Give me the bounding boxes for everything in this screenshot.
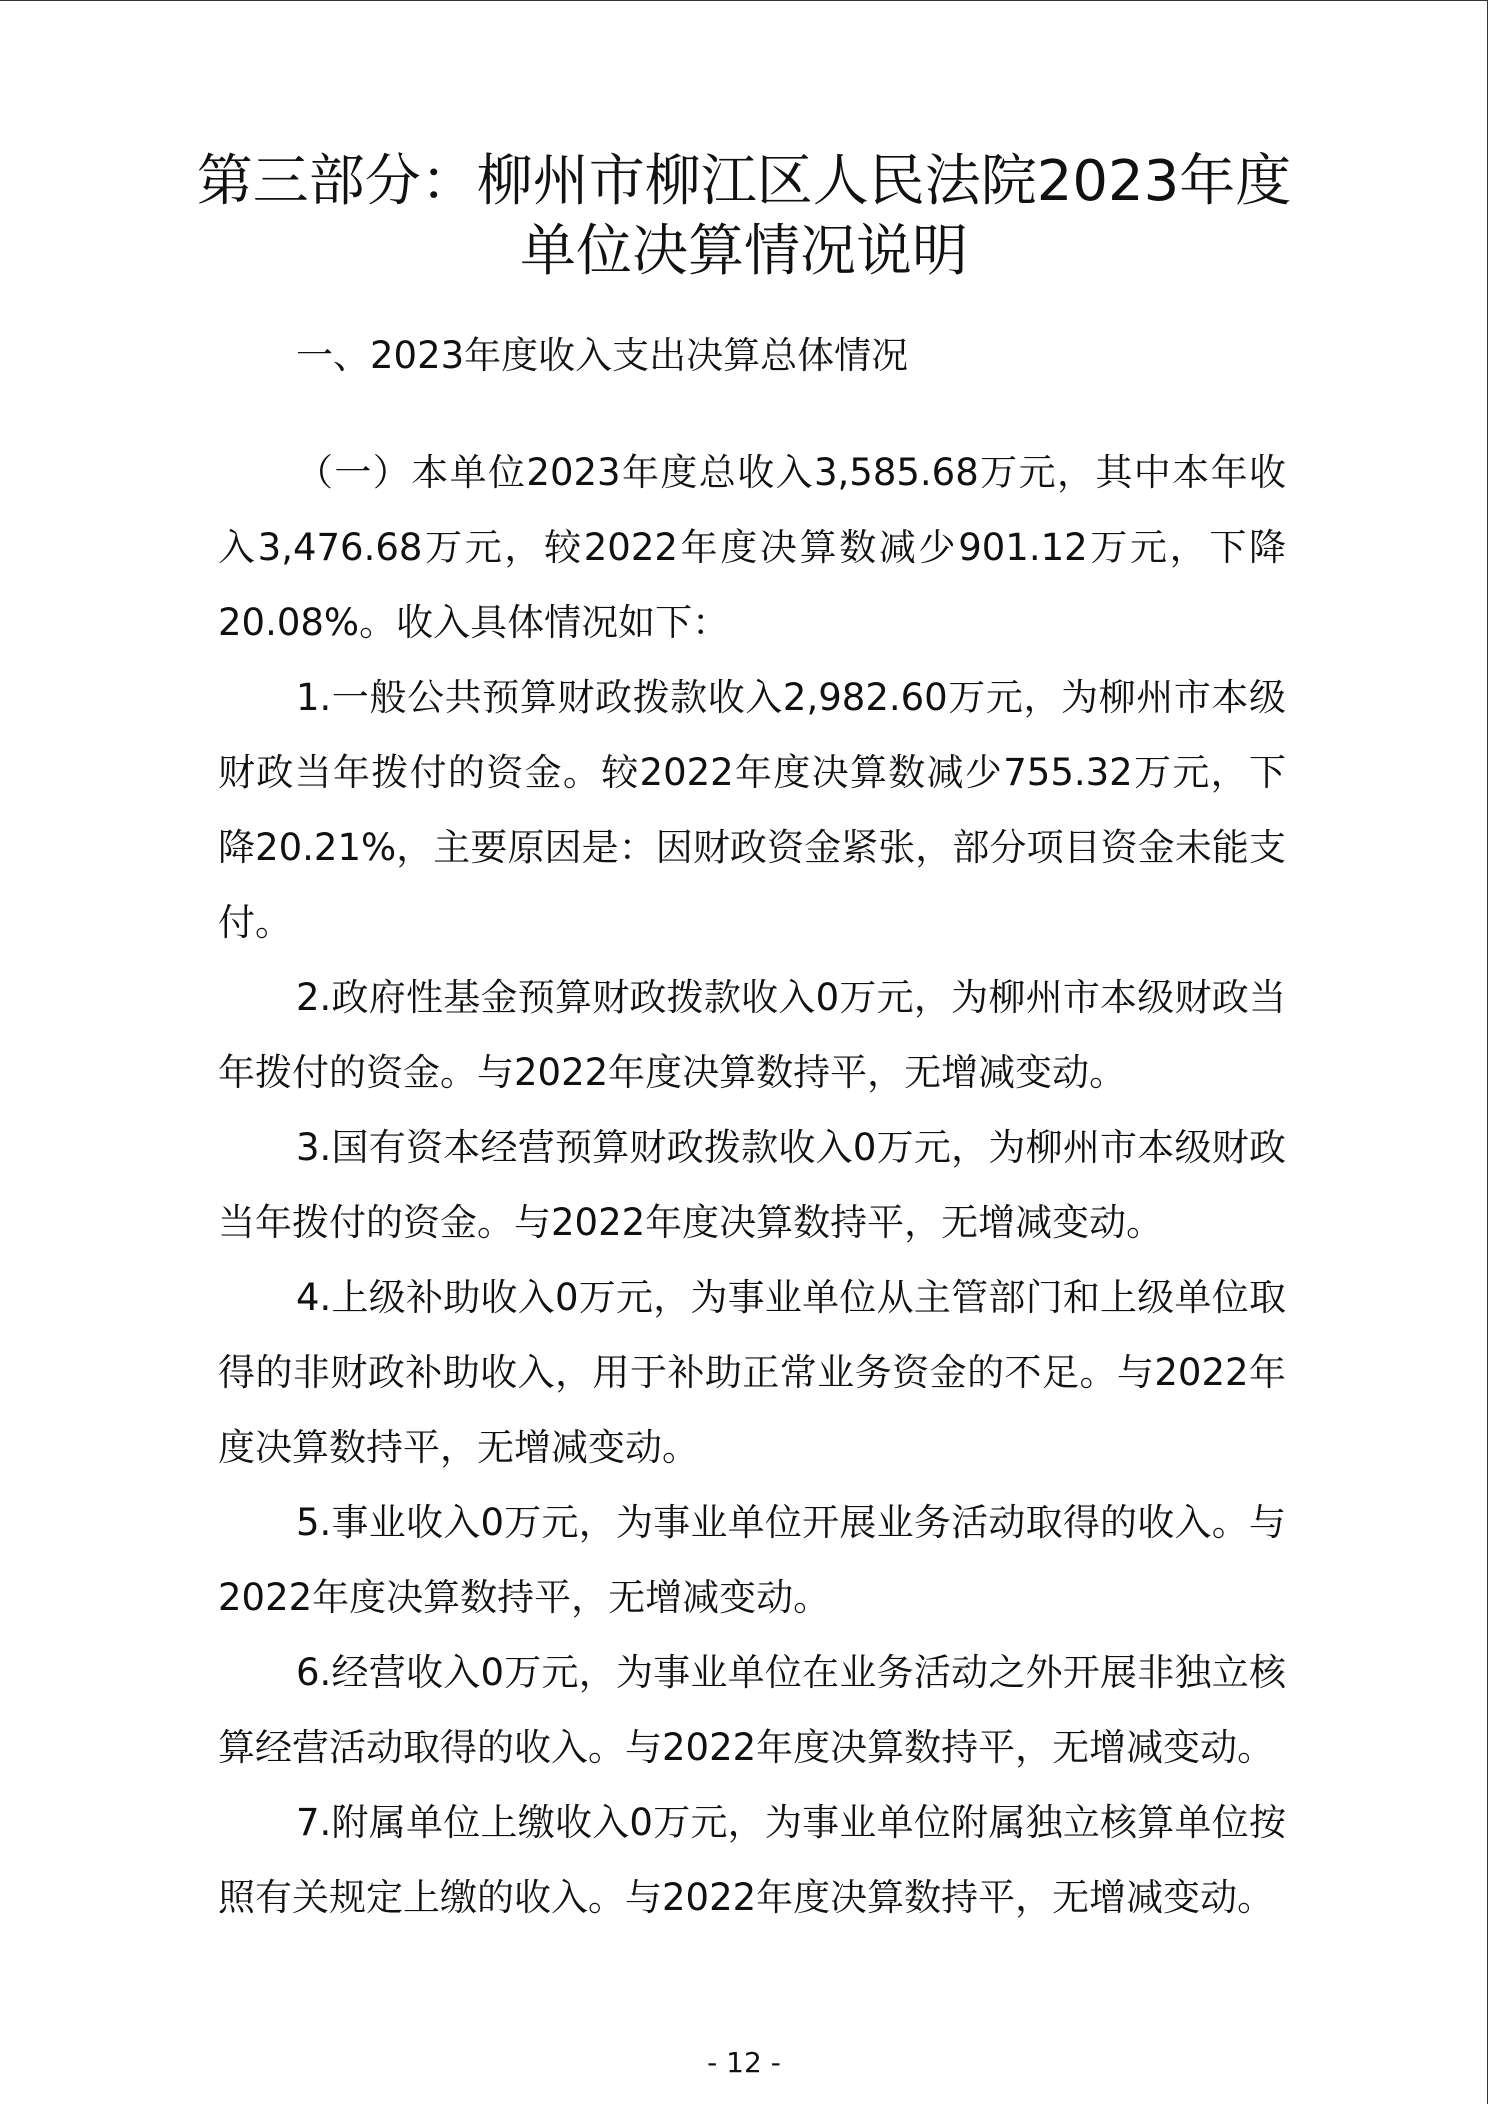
title-line-2: 单位决算情况说明 — [520, 219, 968, 284]
section-heading: 一、2023年度收入支出决算总体情况 — [296, 334, 909, 377]
paragraph-item-5: 5.事业收入0万元，为事业单位开展业务活动取得的收入。与2022年度决算数持平，无增减变动。 — [218, 1501, 1286, 1619]
page-number: - 12 - — [707, 2046, 781, 2079]
paragraph-item-4: 4.上级补助收入0万元，为事业单位从主管部门和上级单位取得的非财政补助收入，用于补助正常业务资金的不足。与2022年度决算数持平，无增减变动。 — [218, 1276, 1286, 1469]
title-line-1: 第三部分：柳州市柳江区人民法院2023年度 — [196, 149, 1292, 214]
document-body — [218, 435, 1286, 1935]
paragraph-item-3: 3.国有资本经营预算财政拨款收入0万元，为柳州市本级财政当年拨付的资金。与2022年度决算数持平，无增减变动。 — [218, 1126, 1286, 1244]
paragraph-item-6: 6.经营收入0万元，为事业单位在业务活动之外开展非独立核算经营活动取得的收入。与2022年度决算数持平，无增减变动。 — [218, 1651, 1286, 1769]
paragraph-item-1: 1.一般公共预算财政拨款收入2,982.60万元，为柳州市本级财政当年拨付的资金。较2022年度决算数减少755.32万元，下降20.21%，主要原因是：因财政资金紧张，部分项目资金未能支付。 — [218, 676, 1286, 944]
paragraph-item-2: 2.政府性基金预算财政拨款收入0万元，为柳州市本级财政当年拨付的资金。与2022年度决算数持平，无增减变动。 — [218, 976, 1286, 1094]
paragraph-item-7: 7.附属单位上缴收入0万元，为事业单位附属独立核算单位按照有关规定上缴的收入。与2022年度决算数持平，无增减变动。 — [218, 1801, 1286, 1919]
page-title — [150, 147, 1338, 287]
paragraph-total-income: （一）本单位2023年度总收入3,585.68万元，其中本年收入3,476.68万元，较2022年度决算数减少901.12万元，下降20.08%。收入具体情况如下： — [218, 451, 1286, 644]
